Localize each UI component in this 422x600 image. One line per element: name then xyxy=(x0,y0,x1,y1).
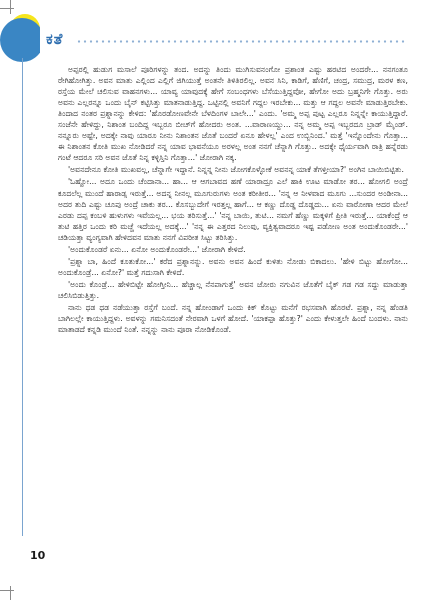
paragraph: 'ಓಹ್ಹೋ... ಅದೂ ಒಂದು ಚೆಂದಾನಾ... ಹಾ... ಆ ಆಗಬಾವದ ಹಣೆ ಯಾರಾದ್ರೂ ಎಲೆ ಹಾಕಿ ಊಟ ಮಾಡೋ ತರ... ಹೋಗಲಿ ಅಂದ್ರೆ ಕೂದಲೆಲ್ಲ ಮುಂದೆ ಹಾರಾಡ್ಸ ಇರುತ್ತೆ... ಅದನ್ನ ನೀನಲ್ಲ ಮೂಗುರುಗಳು ಅಂತ ಕರೀತೀರ... 'ನನ್ನ ಆ ನೀಳವಾದ ಮೂಗು ...ಸುಂದರ ಅಂಡೀನಾ... ಅದರ ತುದಿ ಎಷ್ಟು ಚೂಪು ಅಂದ್ರೆ ಚಾಕು ತರ... ಕೊಸಬ್ಬುದೇಗೆ ಇರತ್ತಲ್ಲ ಹಾಗೆ... ಆ ಕಣ್ಣು ದೊಡ್ಡ ದೊಡ್ಡದು... ಏನು ವಾರೋಣಾ ಆದರ ಮೇಲೆ ಎರಡು ದಪ್ಪ ಕಂಬಳಿ ಹುಳುಗಳು ಇವೆಯಲ್ಲ... ಭಯ ತರಿಸುತ್ತೆ...' 'ನನ್ನ ಬಾಯಿ, ತುಟಿ... ನಮಗೆ ಹೆಣ್ಣು ಮಕ್ಕಳಿಗೆ ಪ್ರೀತಿ ಇರುತ್ತೆ... ಯಾಕೆಂದ್ರೆ ಆ ತುಟಿ ಹತ್ತಿರ ಒಂದು ಕರಿ ಮಚ್ಚೆ ಇದೆಯಲ್ಲ ಅದಕ್ಕೆ...' 'ನನ್ನ ಈ ಎತ್ತರದ ನಿಲುವು, ವ್ಯಕ್ತಿತ್ವವಾದರೂ ಇಷ್ಟ ಪಡೋಣ ಅಂತ ಅಂದುಕೊಂಡರೇ...' ಚಡಿಯತ್ತಾ ವ್ಯಂಗ್ಯವಾಗಿ ಹೇಳಿದವನ ಮಾತು ನನಗೆ ವಿಪರೀತ ಸಿಟ್ಟು ತರಿಸಿತ್ತು. xyxy=(58,177,408,242)
crop-mark-top-left-v xyxy=(10,0,11,14)
dotted-rule xyxy=(76,40,406,43)
decorative-blue-circle xyxy=(0,18,44,62)
story-body xyxy=(58,64,408,542)
crop-mark-top-left-h xyxy=(0,8,14,9)
paragraph: ಅಪ್ಪರಲ್ಲಿ ಹುಡುಗ ಮಸಾಲೆ ಪೂರಿಗಳನ್ನು ತಂದ. ಅದನ್ನು ತಿಂದು ಮುಗಿಸುವನಂಗೋ ಪ್ರಶಾಂತ ಎಷ್ಟು ಹರಟಿದ ಅಂದರೇ... ನನಗಂತೂ ರೇಗಿಹೋಗಿತ್ತು. ಅವನ ಮಾತು ಎಲ್ಲಿಂದ ಎಲ್ಲಿಗೆ ಜಿಗಿಯುತ್ತೆ ಅಂತನೇ ತಿಳಿತಿರಲಿಲ್ಲ. ಅವನ ಸಿನಿ, ಕಾಡಿಗೆ, ಹೆಣಿಗೆ, ಚಂದ್ರ, ಸಮುದ್ರ, ಮರಳ ಕಣ, ರಸ್ತೆಯ ಮೇಲೆ ಚಲಿಸುವ ವಾಹನಗಳು... ಯಾವ್ಯ ಯಾವುದಕ್ಕೆ ಹೇಗೆ ಸಂಬಂಧಗಳು ಬೆಸೆಯುತ್ತಿದ್ದವೋ, ಹೇಗೋ ಅದು ಬ್ರಹ್ಮನಿಗೇ ಗೊತ್ತು. ಅರು ಅವನು ಎಲ್ಲರನ್ನೂ ಒಂದು ಬೈನ್ ಕಟ್ಟಿಸಿತ್ತು ಮಾತನಾಡುತ್ತಿದ್ದ. ಒಟ್ಟಿನಲ್ಲಿ ಅವನಿಗೆ ಗದ್ದಲ ಇರಬೇಕು... ಮತ್ತು ಆ ಗದ್ದಲ ಅವನೇ ಮಾಡುತ್ತಿರಬೇಕು. ತಿಂದಾದ ನಂತರ ಪ್ರಶ್ನಾನನ್ನು ಕೇಳಿದ: 'ಹೊರಡೋಣವೇನೇ ಬೆಳದಿಂಗಳ ಬಾಲೇ...' ಎಂದು. 'ಅಮ್ಮ ಅಪ್ಪ ಪುಟ್ಟ ಎಲ್ಲರೂ ನಿನ್ನನ್ನೇ ಕಾಯುತ್ತಿದ್ದಾರೆ. ಸಂಜೆನೇ ಹೇಳಿದ್ದು, ನಿಶಾಂತ ಬಂದಿದ್ದ ಇಬ್ಬರೂ ಬೀಚ್‌ಗೆ ಹೋದರು ಅಂತ. ...ವಾರಾಣಯ್ದು... ನನ್ನ ಅಮ್ಮ ಅಪ್ಪ ಇಬ್ಬರದೂ ಬ್ರಾಡ್ ಮೈಂಡ್. ನನ್ನೂರು ಅಷ್ಟೇ, ಅದಕ್ಕೇ ನಾವು ಯಾರೂ ನೀನು ನಿಶಾಂತನ ಜೊತೆ ಬಂದರೆ ಏನೂ ಹೇಳಲ್ಲ' ಎಂದ ಉಬ್ಬಿನಿಂದ.' ಮತ್ತೆ 'ಇನ್ನೊಂದೇನು ಗೊತ್ತಾ... ಈ ನಿಶಾಂತನ ಕೋತಿ ಮುಖ ನೋಡಿದರೆ ನನ್ನ ಯಾವ ಭಾವನೆಯೂ ಅರಳಲ್ಲ ಅಂತ ನನಗೆ ಚೆನ್ನಾಗಿ ಗೊತ್ತು.. ಅದಕ್ಕೇ ಧೈರ್ಯವಾಗಿ ರಾತ್ರಿ ಹನ್ನೆರಡು ಗಂಟೆ ಆದರೂ ಸರಿ ಅವನ ಜೊತೆ ನಿನ್ನ ಕಳ್ಳಿಸ್ತಿನಿ ಗೊತ್ತಾ...' ಜೋರಾಗಿ ನಕ್ಕ. xyxy=(58,65,408,163)
paragraph: 'ಅಂದುಕೊಂಡರೆ ಏನು... ಏನೋ ಅಂದುಕೊಂಡರೇ...' ಜೋರಾಗಿ ಕೇಳಿದೆ. xyxy=(68,244,246,254)
page-number: 10 xyxy=(30,549,46,562)
crop-mark-bottom-left-v xyxy=(10,586,11,600)
paragraph: 'ಅಂದು ಕೊಂಡ್ರೆ... ಹೇಳಿಬಿಟ್ಟೇ ಹೋಗ್ತೀನಿ... ಹೆಚ್ಚಾಲ್ಲ ನೆನಪಾಗುತ್ತೆ' ಅವನ ಜೋರು ನಗುವಿನ ಜೊತೆಗೆ ಬೈಕ್ ಗಡ ಗಡ ಸದ್ದು ಮಾಡುತ್ತಾ ಚಲಿಸಿಬಿಡುತ್ತಿತ್ತು. xyxy=(58,279,408,300)
paragraph: ನಾನು ಧಡ ಧಡ ನಡೆಯುತ್ತಾ ರಸ್ತೆಗೆ ಬಂದೆ. ನನ್ನ ಹೋಂಡಾಗೆ ಒಂದು ಕಿಕ್ ಕೊಟ್ಟು ಮನೆಗೆ ರಭಸವಾಗಿ ಹೊರಟೆ. ಪ್ರಶ್ನಾ, ನನ್ನ ಹೆಂಡತಿ ಬಾಗಿಲಲ್ಲೇ ಕಾಯುತ್ತಿದ್ದಳು. ಅವಳನ್ನು ಗಮನಿಸದಂತೆ ನೇರವಾಗಿ ಒಳಗೆ ಹೋದೆ. 'ಯಾಕಪ್ಪಾ ಹೊತ್ತು?' ಎಂದು ಕೇಳುತ್ತಲೇ ಹಿಂದೆ ಬಂದಳು. ನಾನು ಮಾತಾಡದೆ ಕನ್ನಡಿ ಮುಂದೆ ನಿಂತೆ. ನನ್ನನ್ನು ನಾನು ಪೂರಾ ನೋಡಿಕೊಂಡೆ. xyxy=(58,302,408,335)
margin-rule xyxy=(22,58,23,536)
crop-mark-bottom-left-h xyxy=(0,590,14,591)
paragraph: 'ಅವನದೇನೂ ಕೋತಿ ಮುಖವಲ್ಲ, ಚೆನ್ನಾಗೇ ಇದ್ದಾನೆ. ನಿನ್ನನ್ನ ನೀನು ಜೋಗಕೊಳ್ಳೋಕೆ ಅವನನ್ನ ಯಾಕೆ ತೆಗಳ್ತೀಯಾ?' ಅಂಗಿನ ಬಾಯಿಬಿಟ್ಟಿತು. xyxy=(68,165,404,175)
section-label: ಕತೆ xyxy=(46,30,64,48)
paragraph: 'ಪ್ರಶ್ನಾ ಬಾ, ಹಿಂದೆ ಕೂತುಕೋ...' ಕರೆದ ಪ್ರಶ್ನಾನನ್ನು. ಅವನು ಅವನ ಹಿಂದೆ ಕುಳಿತು ನೋಡು ಬಿಕಾದಲು. 'ಹೇಳಿ ಬಿಟ್ಟು ಹೋಗೋ... ಅಂದುಕೊಂಡ್ರೆ... ಏನೋ?' ಮತ್ತೆ ಗದುಸಾಗಿ ಕೇಳಿದೆ. xyxy=(58,256,408,277)
